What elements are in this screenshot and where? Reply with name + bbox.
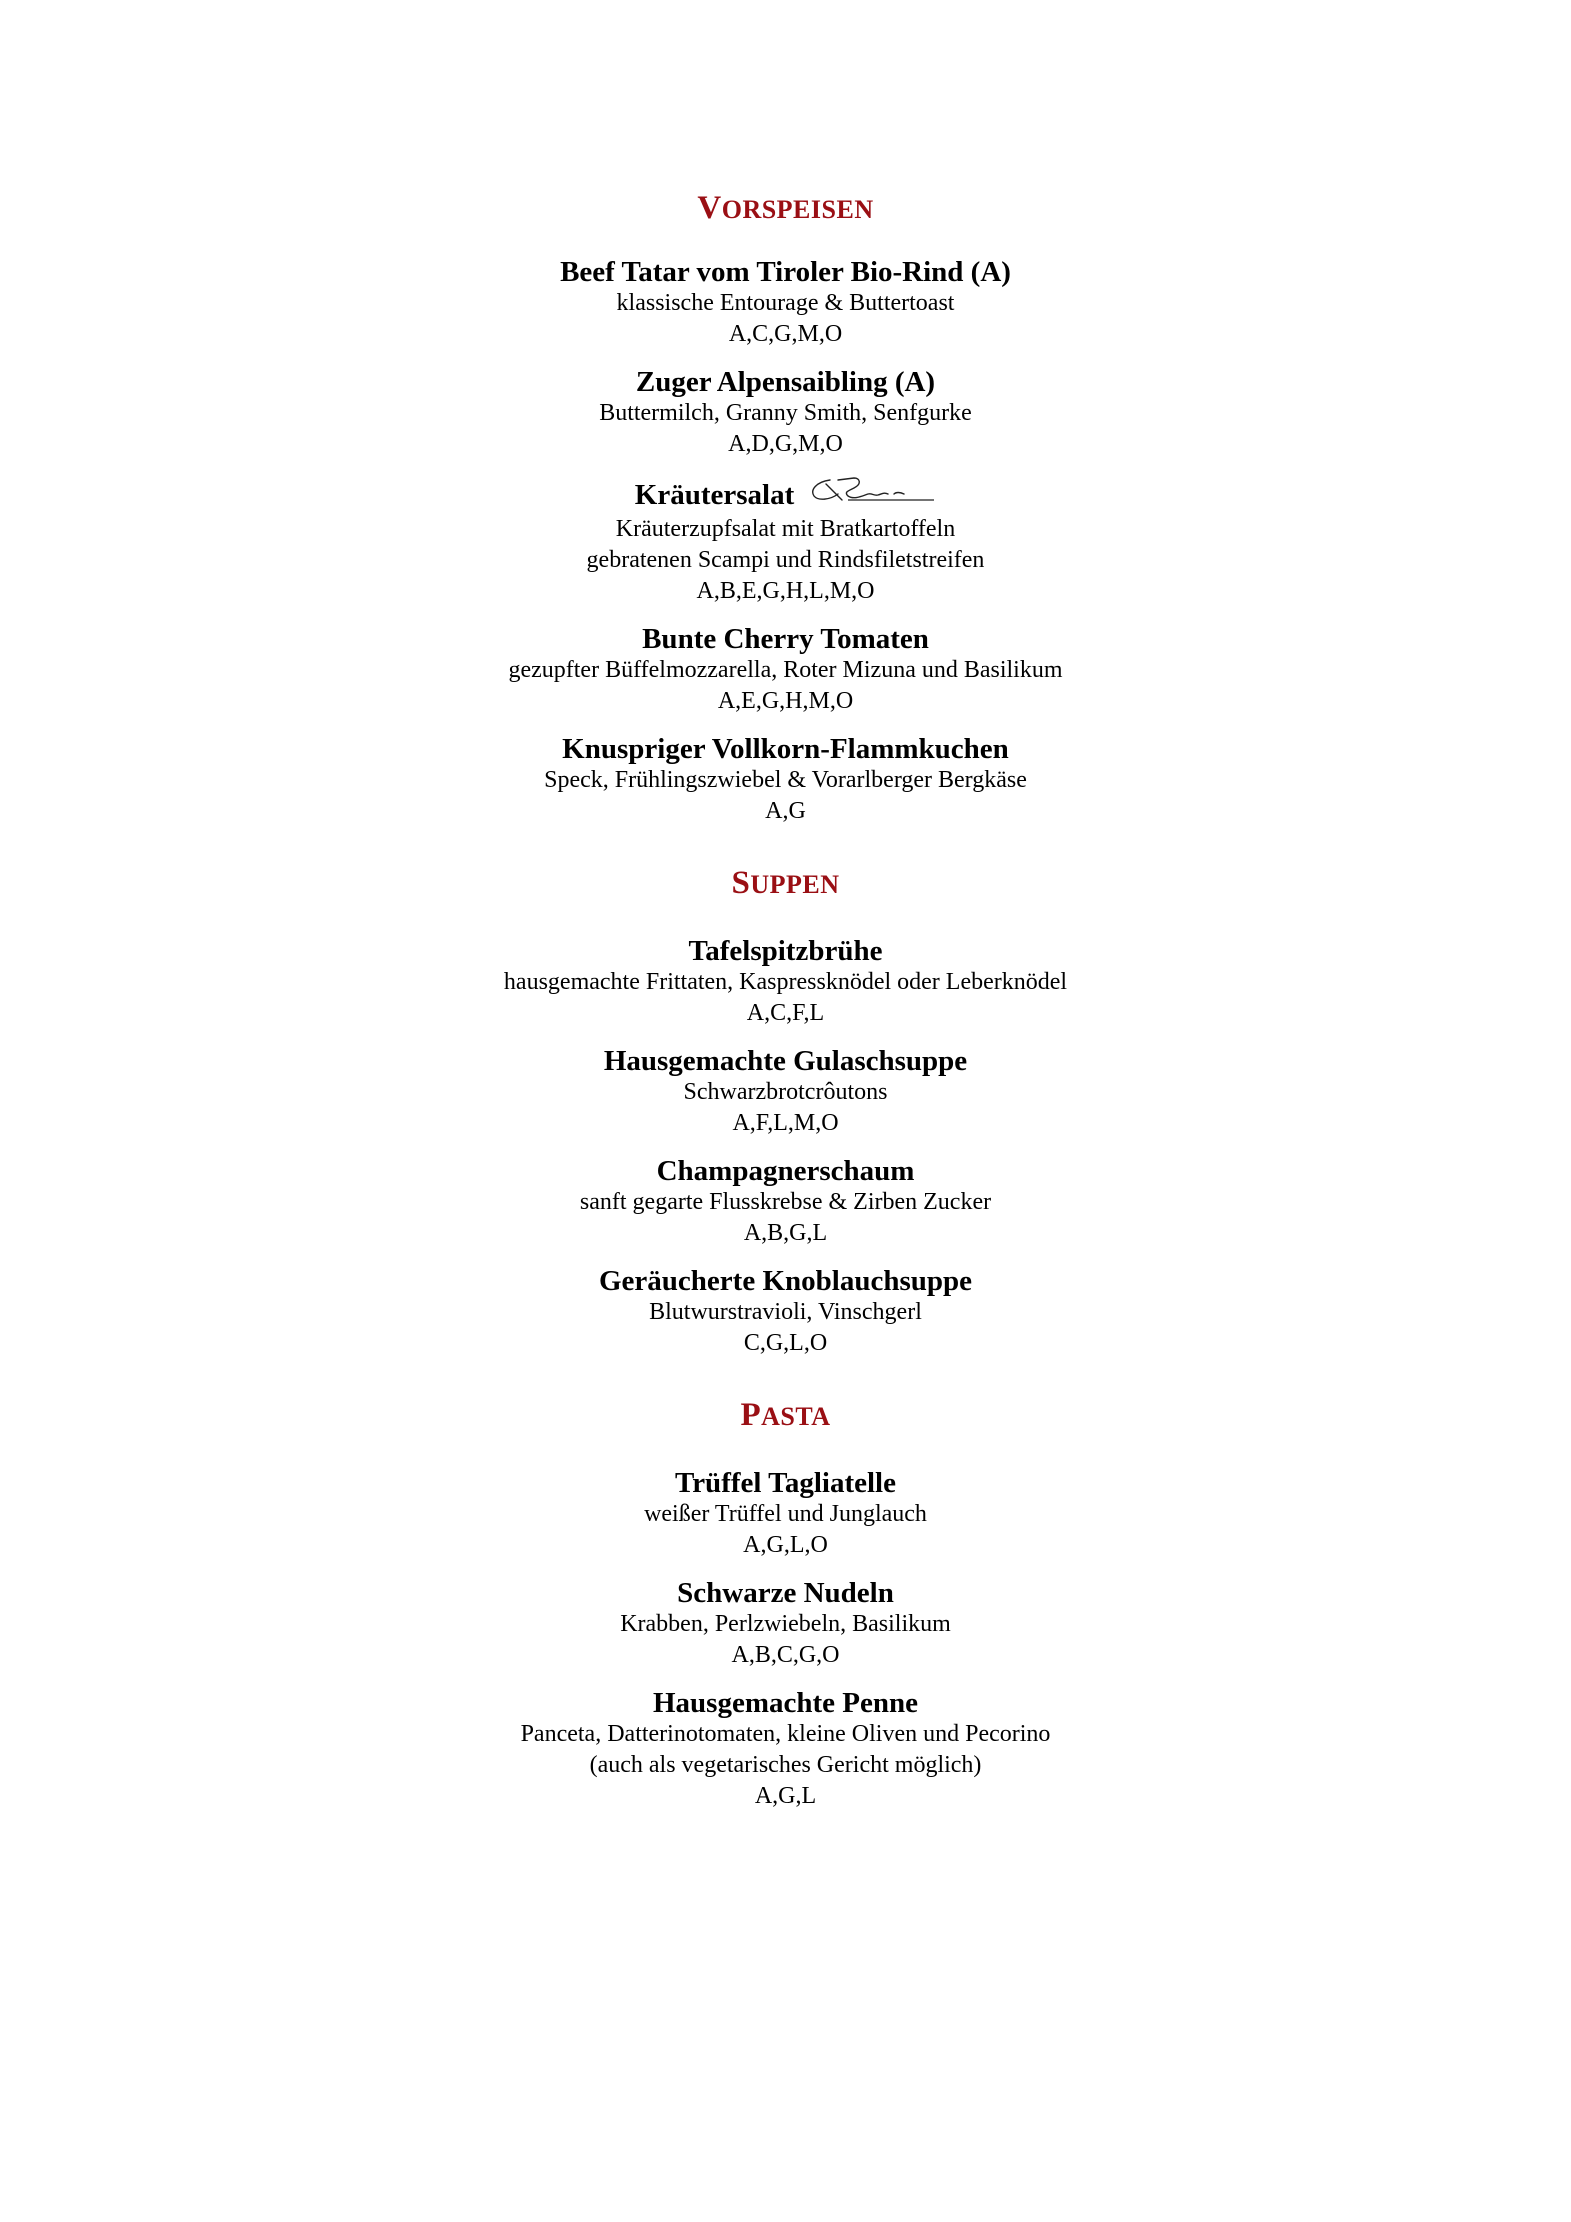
menu-item-name: Kräutersalat <box>634 479 795 511</box>
menu-item-name: Knuspriger Vollkorn-Flammkuchen <box>562 733 1009 765</box>
menu-item <box>0 935 1571 1029</box>
menu-item-name: Beef Tatar vom Tiroler Bio-Rind (A) <box>560 256 1011 288</box>
menu-item <box>0 1687 1571 1812</box>
section-title-initial: V <box>697 190 722 226</box>
menu-item <box>0 1045 1571 1139</box>
menu-item-name: Hausgemachte Gulaschsuppe <box>603 1045 968 1077</box>
menu-item <box>0 623 1571 717</box>
menu-item-description: Buttermilch, Granny Smith, Senfgurke <box>599 400 972 426</box>
menu-item-name-row <box>0 733 1571 765</box>
menu-item-allergens: A,C,G,M,O <box>728 321 843 347</box>
menu-item-allergens: A,F,L,M,O <box>732 1110 839 1136</box>
menu-item-allergens: A,C,F,L <box>746 1000 825 1026</box>
menu-item-name-row <box>0 935 1571 967</box>
menu-item-name-row <box>0 1687 1571 1719</box>
menu-item-description: Schwarzbrotcrôutons <box>683 1079 888 1105</box>
menu-item-description: klassische Entourage & Buttertoast <box>616 290 955 316</box>
section-title-rest: UPPEN <box>750 870 840 899</box>
menu-item-name: Tafelspitzbrühe <box>688 935 883 967</box>
menu-item-description: Kräuterzupfsalat mit Bratkartoffeln <box>615 516 956 542</box>
menu-item-name-row <box>0 1155 1571 1187</box>
menu-item-name: Geräucherte Knoblauchsuppe <box>599 1265 972 1297</box>
menu-item-allergens: C,G,L,O <box>743 1330 828 1356</box>
menu-item-description: Panceta, Datterinotomaten, kleine Oliven und Pecorino <box>520 1721 1051 1747</box>
section-title-rest: ASTA <box>761 1402 831 1431</box>
section-title-initial: S <box>731 865 751 901</box>
menu-item <box>0 1577 1571 1671</box>
menu-item-name-row <box>0 366 1571 398</box>
menu-item-description: gebratenen Scampi und Rindsfiletstreifen <box>586 547 985 573</box>
menu-item-name: Trüffel Tagliatelle <box>675 1467 896 1499</box>
menu-item-name-row <box>0 256 1571 288</box>
section-items <box>0 935 1571 1359</box>
menu-item-description: Blutwurstravioli, Vinschgerl <box>649 1299 922 1325</box>
menu-item-name: Hausgemachte Penne <box>653 1687 918 1719</box>
section-title-rest: ORSPEISEN <box>721 195 874 224</box>
menu-item-allergens: A,D,G,M,O <box>728 431 843 457</box>
menu-item-name-row <box>0 476 1571 514</box>
menu-item-allergens: A,B,E,G,H,L,M,O <box>696 578 875 604</box>
menu-item-name-row <box>0 623 1571 655</box>
menu <box>0 192 1571 1828</box>
menu-item-description: (auch als vegetarisches Gericht möglich) <box>589 1752 982 1778</box>
menu-item-name-row <box>0 1265 1571 1297</box>
menu-item-allergens: A,B,G,L <box>743 1220 828 1246</box>
menu-item-allergens: A,B,C,G,O <box>731 1642 840 1668</box>
menu-item <box>0 256 1571 350</box>
menu-item-description: hausgemachte Frittaten, Kaspressknödel oder Leberknödel <box>503 969 1068 995</box>
menu-item-description: Speck, Frühlingszwiebel & Vorarlberger Bergkäse <box>544 767 1027 793</box>
menu-item <box>0 733 1571 827</box>
menu-item-name-row <box>0 1577 1571 1609</box>
handwritten-signature-icon <box>808 470 936 514</box>
menu-item <box>0 1467 1571 1561</box>
menu-item-name: Zuger Alpensaibling (A) <box>635 366 936 398</box>
menu-item <box>0 1155 1571 1249</box>
section-items <box>0 256 1571 827</box>
menu-item-name: Schwarze Nudeln <box>677 1577 894 1609</box>
section-items <box>0 1467 1571 1812</box>
menu-item-name-row <box>0 1045 1571 1077</box>
section-title <box>0 867 1571 901</box>
menu-item-description: Krabben, Perlzwiebeln, Basilikum <box>620 1611 951 1637</box>
menu-item <box>0 366 1571 460</box>
menu-item <box>0 1265 1571 1359</box>
menu-item-name: Champagnerschaum <box>656 1155 915 1187</box>
section-title-initial: P <box>740 1397 762 1433</box>
menu-section <box>0 867 1571 1359</box>
menu-item-allergens: A,G,L <box>754 1783 817 1809</box>
section-title <box>0 192 1571 226</box>
menu-item-allergens: A,G,L,O <box>743 1532 828 1558</box>
menu-item-name: Bunte Cherry Tomaten <box>642 623 929 655</box>
menu-item-description: gezupfter Büffelmozzarella, Roter Mizuna und Basilikum <box>508 657 1063 683</box>
menu-section <box>0 192 1571 827</box>
menu-item-description: weißer Trüffel und Junglauch <box>644 1501 927 1527</box>
menu-item <box>0 476 1571 607</box>
menu-item-description: sanft gegarte Flusskrebse & Zirben Zucker <box>579 1189 992 1215</box>
section-title <box>0 1399 1571 1433</box>
menu-item-allergens: A,G <box>765 798 806 824</box>
menu-section <box>0 1399 1571 1812</box>
menu-item-name-row <box>0 1467 1571 1499</box>
menu-item-allergens: A,E,G,H,M,O <box>717 688 854 714</box>
